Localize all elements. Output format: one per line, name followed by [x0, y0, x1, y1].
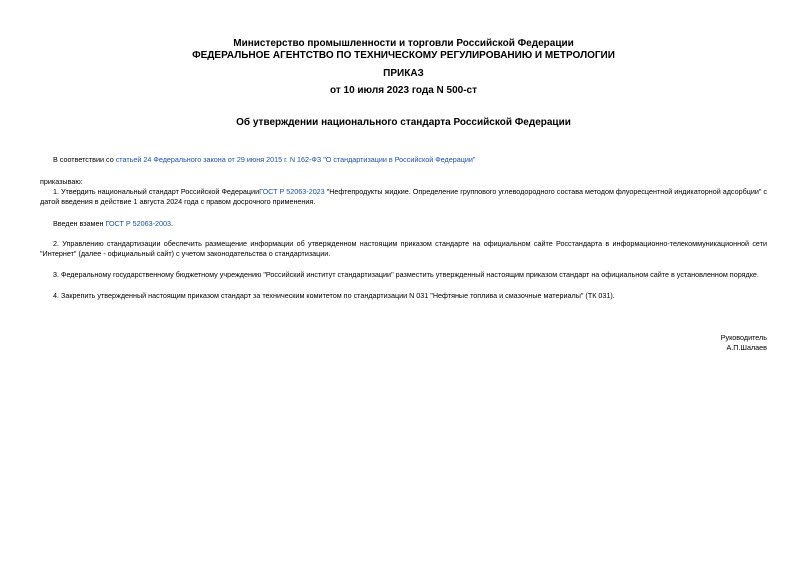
order-date-number: от 10 июля 2023 года N 500-ст: [329, 85, 478, 96]
replaced-prefix: Введен взамен: [53, 219, 106, 228]
order-word: приказываю:: [40, 177, 83, 186]
preamble-paragraph: [40, 155, 767, 165]
law-article-link[interactable]: статьей 24 Федерального закона от 29 июня 2015 г. N 162-ФЗ "О стандартизации в Российской Федерации": [115, 155, 476, 164]
signature-title: Руководитель: [720, 333, 767, 342]
preamble-prefix: В соответствии со: [53, 155, 116, 164]
item-1-paragraph: [40, 187, 767, 207]
item-1-rest: "Нефтепродукты жидкие. Определение группового углеводородного состава методом флуоресцентной индикаторной адсорбции" с датой введения в действие 1 августа 2024 года с правом досрочного применения.: [40, 187, 768, 206]
item-1-prefix: 1. Утвердить национальный стандарт Российской Федерации: [53, 187, 260, 196]
document-type: ПРИКАЗ: [383, 68, 424, 79]
agency-name: ФЕДЕРАЛЬНОЕ АГЕНТСТВО ПО ТЕХНИЧЕСКОМУ РЕГУЛИРОВАНИЮ И МЕТРОЛОГИИ: [192, 50, 615, 61]
document-header: [0, 38, 807, 62]
replaced-paragraph: [40, 219, 767, 229]
signature-name: А.П.Шалаев: [726, 343, 767, 352]
signature-block: [721, 333, 767, 353]
replaced-suffix: .: [171, 219, 174, 228]
item-2-paragraph: 2. Управлению стандартизации обеспечить размещение информации об утвержденном настоящим приказом стандарте на официальном сайте Росстандарта в информационно-телекоммуникационной сети "Интернет" (далее - официальный сайт) с учетом законодательства о стандартизации.: [40, 239, 767, 258]
item-3-paragraph: 3. Федеральному государственному бюджетному учреждению "Российский институт стандартизации" разместить утвержденный настоящим приказом стандарт на официальном сайте в установленном порядке.: [53, 270, 759, 279]
order-subject: Об утверждении национального стандарта Российской Федерации: [236, 117, 571, 128]
ministry-name: Министерство промышленности и торговли Российской Федерации: [233, 38, 574, 49]
item-4-paragraph: 4. Закрепить утвержденный настоящим приказом стандарт за техническим комитетом по стандартизации N 031 "Нефтяные топлива и смазочные материалы" (ТК 031).: [53, 291, 615, 300]
gost-2023-link[interactable]: ГОСТ Р 52063-2023: [259, 187, 325, 196]
gost-2003-link[interactable]: ГОСТ Р 52063-2003: [105, 219, 172, 228]
